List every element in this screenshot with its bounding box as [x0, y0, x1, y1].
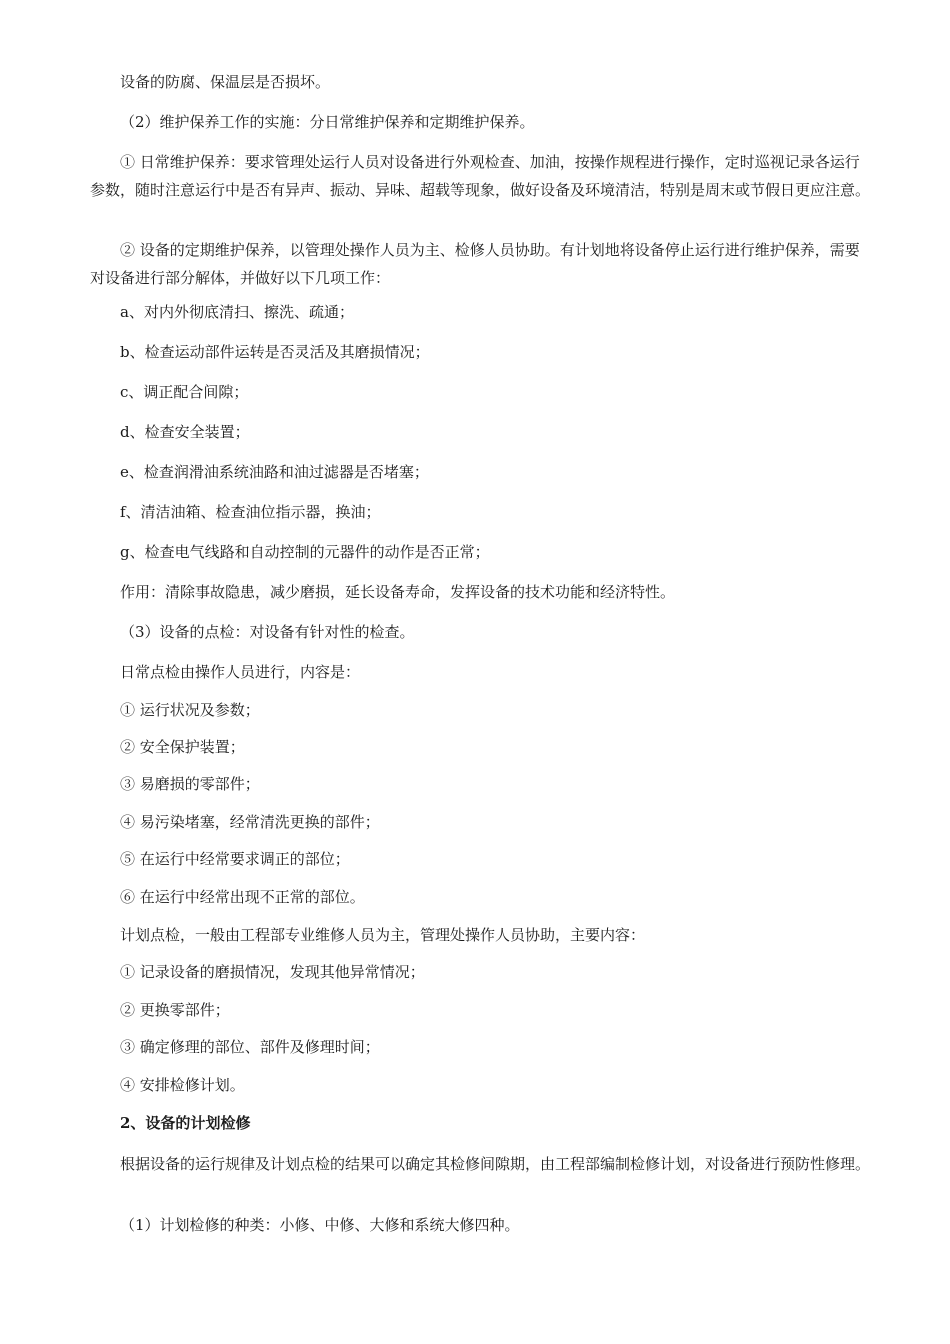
- list-item-c: c、调正配合间隙；: [120, 383, 249, 401]
- list-item-a: a、对内外彻底清扫、擦洗、疏通；: [120, 303, 354, 321]
- paragraph-anticorrosion: 设备的防腐、保温层是否损坏。: [120, 73, 331, 91]
- section-heading: 2、设备的计划检修: [120, 1114, 251, 1132]
- list-item-daily-4: ④ 易污染堵塞，经常清洗更换的部件；: [120, 813, 380, 831]
- list-item-e: e、检查润滑油系统油路和油过滤器是否堵塞；: [120, 463, 429, 481]
- list-item-b: b、检查运动部件运转是否灵活及其磨损情况；: [120, 343, 430, 361]
- paragraph-spot-check: （3）设备的点检：对设备有针对性的检查。: [120, 623, 415, 641]
- list-item-planned-1: ① 记录设备的磨损情况，发现其他异常情况；: [120, 963, 425, 981]
- paragraph-repair-types: （1）计划检修的种类：小修、中修、大修和系统大修四种。: [120, 1216, 520, 1234]
- paragraph-planned-spot-check: 计划点检，一般由工程部专业维修人员为主，管理处操作人员协助，主要内容：: [120, 926, 646, 944]
- list-item-planned-2: ② 更换零部件；: [120, 1001, 230, 1019]
- list-item-daily-6: ⑥ 在运行中经常出现不正常的部位。: [120, 888, 365, 906]
- paragraph-daily-maintenance: ① 日常维护保养：要求管理处运行人员对设备进行外观检查、加油，按操作规程进行操作，定时巡视记录各运行参数，随时注意运行中是否有异声、振动、异味、超载等现象，做好设备及环境清洁，特别是周末或节假日更应注意。: [90, 153, 871, 199]
- list-item-planned-3: ③ 确定修理的部位、部件及修理时间；: [120, 1038, 380, 1056]
- paragraph-planned-repair: 根据设备的运行规律及计划点检的结果可以确定其检修间隙期，由工程部编制检修计划，对设备进行预防性修理。: [120, 1155, 871, 1173]
- list-item-daily-2: ② 安全保护装置；: [120, 738, 245, 756]
- list-item-g: g、检查电气线路和自动控制的元器件的动作是否正常；: [120, 543, 490, 561]
- list-item-d: d、检查安全装置；: [120, 423, 250, 441]
- paragraph-maintenance-implementation: （2）维护保养工作的实施：分日常维护保养和定期维护保养。: [120, 113, 535, 131]
- list-item-planned-4: ④ 安排检修计划。: [120, 1076, 245, 1094]
- list-item-f: f、清洁油箱、检查油位指示器，换油；: [120, 503, 381, 521]
- list-item-daily-1: ① 运行状况及参数；: [120, 701, 260, 719]
- paragraph-periodic-maintenance: ② 设备的定期维护保养，以管理处操作人员为主、检修人员协助。有计划地将设备停止运行进行维护保养，需要对设备进行部分解体，并做好以下几项工作：: [90, 241, 860, 287]
- paragraph-daily-spot-check: 日常点检由操作人员进行，内容是：: [120, 663, 361, 681]
- list-item-daily-5: ⑤ 在运行中经常要求调正的部位；: [120, 850, 350, 868]
- paragraph-purpose: 作用：清除事故隐患，减少磨损，延长设备寿命，发挥设备的技术功能和经济特性。: [120, 583, 676, 601]
- list-item-daily-3: ③ 易磨损的零部件；: [120, 775, 260, 793]
